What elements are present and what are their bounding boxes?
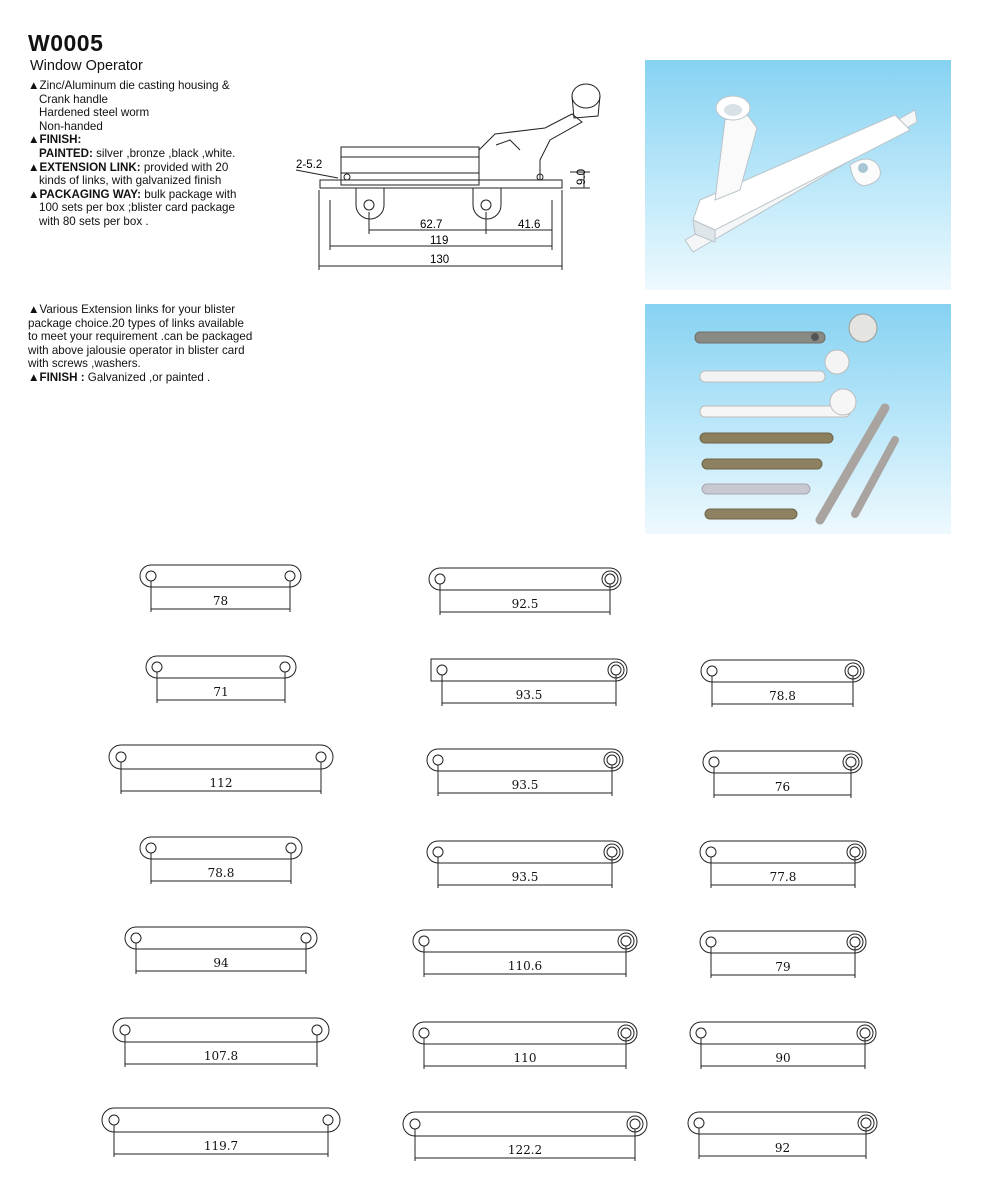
link-hole-left (435, 574, 445, 584)
link-hole-left (696, 1028, 706, 1038)
extension-links-illustration (645, 304, 951, 534)
link-hole-right (312, 1025, 322, 1035)
link-hole-right (848, 666, 858, 676)
link-hole-right-outer (847, 844, 863, 860)
link-hole-right (286, 843, 296, 853)
spec-line: ▲FINISH: (28, 133, 82, 147)
link-length-label: 112 (209, 776, 233, 790)
link-body (703, 751, 862, 773)
link-body (413, 930, 637, 952)
link-length-label: 92.5 (511, 597, 539, 611)
link-hole-right-outer (857, 1025, 873, 1041)
spec-line: Non-handed (39, 119, 103, 133)
spec-line: ▲Zinc/Aluminum die casting housing & (28, 79, 230, 92)
link-hole-right (860, 1028, 870, 1038)
link-hole-left (146, 843, 156, 853)
link-drawing (701, 660, 864, 707)
link-drawing (125, 927, 317, 974)
drawing-dim-119: 119 (430, 235, 449, 247)
link-drawing (427, 841, 623, 888)
link-drawing (431, 659, 627, 706)
link-body (429, 568, 621, 590)
links-line: package choice.20 types of links available (28, 316, 244, 330)
link-length-label: 110 (513, 1051, 537, 1065)
drawing-dim-130: 130 (430, 254, 450, 266)
link-hole-right-outer (627, 1116, 643, 1132)
links-line: to meet your requirement .can be packaged (28, 330, 253, 344)
link-length-label: 94 (213, 956, 229, 970)
link-drawing (113, 1018, 329, 1067)
link-hole-left (433, 755, 443, 765)
link-body (700, 931, 866, 953)
link-body (125, 927, 317, 949)
spec-list (28, 79, 288, 229)
links-line: ▲FINISH : Galvanized ,or painted . (28, 370, 211, 384)
link-hole-left (116, 752, 126, 762)
window-operator-illustration (645, 60, 951, 290)
link-hole-right (285, 571, 295, 581)
spec-line: ▲EXTENSION LINK: provided with 20 (28, 160, 229, 174)
link-hole-right (850, 847, 860, 857)
spec-line: ▲PACKAGING WAY: bulk package with (28, 187, 237, 201)
link-hole-right-outer (604, 752, 620, 768)
link-length-label: 107.8 (203, 1049, 239, 1063)
link-hole-left (419, 936, 429, 946)
link-hole-right-outer (602, 571, 618, 587)
link-hole-right-outer (618, 933, 634, 949)
link-drawing (703, 751, 862, 798)
link-drawing (140, 565, 301, 612)
link-hole-left (109, 1115, 119, 1125)
link-length-label: 90 (775, 1051, 791, 1065)
link-hole-right (301, 933, 311, 943)
link-hole-left (152, 662, 162, 672)
spec-line: Hardened steel worm (39, 106, 150, 120)
link-hole-left (419, 1028, 429, 1038)
link-hole-right (323, 1115, 333, 1125)
link-hole-left (706, 847, 716, 857)
link-hole-left (410, 1119, 420, 1129)
link-body (140, 837, 302, 859)
links-line: with screws ,washers. (28, 357, 141, 371)
link-drawing (688, 1112, 877, 1159)
link-hole-right-outer (847, 934, 863, 950)
link-length-label: 77.8 (769, 870, 797, 884)
spec-line: Crank handle (39, 92, 108, 106)
link-hole-right-outer (845, 663, 861, 679)
drawing-height-label: 9.0 (576, 169, 588, 185)
link-body (413, 1022, 637, 1044)
link-hole-left (146, 571, 156, 581)
link-hole-right (280, 662, 290, 672)
link-drawing (140, 837, 302, 884)
link-hole-right (621, 1028, 631, 1038)
link-drawing (102, 1108, 340, 1157)
drawing-dim-62: 62.7 (420, 219, 443, 231)
link-body (403, 1112, 647, 1136)
link-length-label: 93.5 (515, 688, 543, 702)
link-hole-left (707, 666, 717, 676)
link-body (427, 841, 623, 863)
link-body (146, 656, 296, 678)
link-hole-left (709, 757, 719, 767)
link-length-label: 122.2 (507, 1143, 543, 1157)
link-drawing (413, 1022, 637, 1069)
link-hole-right-outer (618, 1025, 634, 1041)
link-body (688, 1112, 877, 1134)
link-length-label: 76 (774, 780, 791, 794)
link-body (109, 745, 333, 769)
link-hole-left (706, 937, 716, 947)
link-body (113, 1018, 329, 1042)
link-hole-right-outer (608, 662, 624, 678)
link-length-label: 93.5 (511, 778, 539, 792)
link-drawing (413, 930, 637, 977)
links-line: with above jalousie operator in blister card (28, 343, 245, 357)
link-body (700, 841, 866, 863)
link-length-label: 78.8 (207, 866, 235, 880)
link-length-label: 78.8 (769, 689, 796, 703)
link-body (427, 749, 623, 771)
link-length-label: 78 (212, 594, 229, 608)
link-hole-right (605, 574, 615, 584)
link-drawing (403, 1112, 647, 1161)
drawing-hole-label: 2-5.2 (296, 159, 323, 171)
spec-line: 100 sets per box ;blister card package (39, 201, 235, 215)
link-hole-right (607, 755, 617, 765)
link-hole-right (607, 847, 617, 857)
link-hole-left (131, 933, 141, 943)
link-hole-left (437, 665, 447, 675)
link-drawing (146, 656, 296, 703)
link-length-label: 110.6 (507, 959, 543, 973)
link-hole-right-outer (604, 844, 620, 860)
link-body (431, 659, 627, 681)
link-length-label: 119.7 (203, 1139, 239, 1153)
link-body (140, 565, 301, 587)
link-hole-left (694, 1118, 704, 1128)
link-hole-left (120, 1025, 130, 1035)
link-body (701, 660, 864, 682)
link-length-label: 71 (213, 685, 229, 699)
link-length-label: 92 (774, 1141, 791, 1155)
link-hole-right-outer (858, 1115, 874, 1131)
link-hole-right (850, 937, 860, 947)
spec-line: kinds of links, with galvanized finish (39, 174, 222, 188)
link-drawing (427, 749, 623, 796)
link-hole-right (611, 665, 621, 675)
extension-links-photo (645, 304, 951, 534)
link-hole-right (630, 1119, 640, 1129)
link-drawing (700, 931, 866, 978)
link-drawing (700, 841, 866, 888)
links-line: ▲Various Extension links for your blister (28, 303, 236, 316)
link-drawing (429, 568, 621, 615)
drawing-dim-41: 41.6 (518, 219, 541, 231)
link-length-label: 79 (775, 960, 791, 974)
link-hole-right-outer (843, 754, 859, 770)
link-drawing (690, 1022, 876, 1069)
link-body (690, 1022, 876, 1044)
operator-photo (645, 60, 951, 290)
product-name: Window Operator (30, 58, 143, 74)
spec-line: with 80 sets per box . (39, 214, 149, 228)
link-length-label: 93.5 (511, 870, 539, 884)
link-hole-right (316, 752, 326, 762)
links-description (28, 303, 308, 385)
link-hole-left (433, 847, 443, 857)
link-hole-right (846, 757, 856, 767)
product-model-title: W0005 (28, 30, 104, 56)
link-hole-right (621, 936, 631, 946)
link-drawing (109, 745, 333, 794)
link-hole-right (861, 1118, 871, 1128)
link-body (102, 1108, 340, 1132)
spec-line: PAINTED: silver ,bronze ,black ,white. (39, 146, 236, 160)
